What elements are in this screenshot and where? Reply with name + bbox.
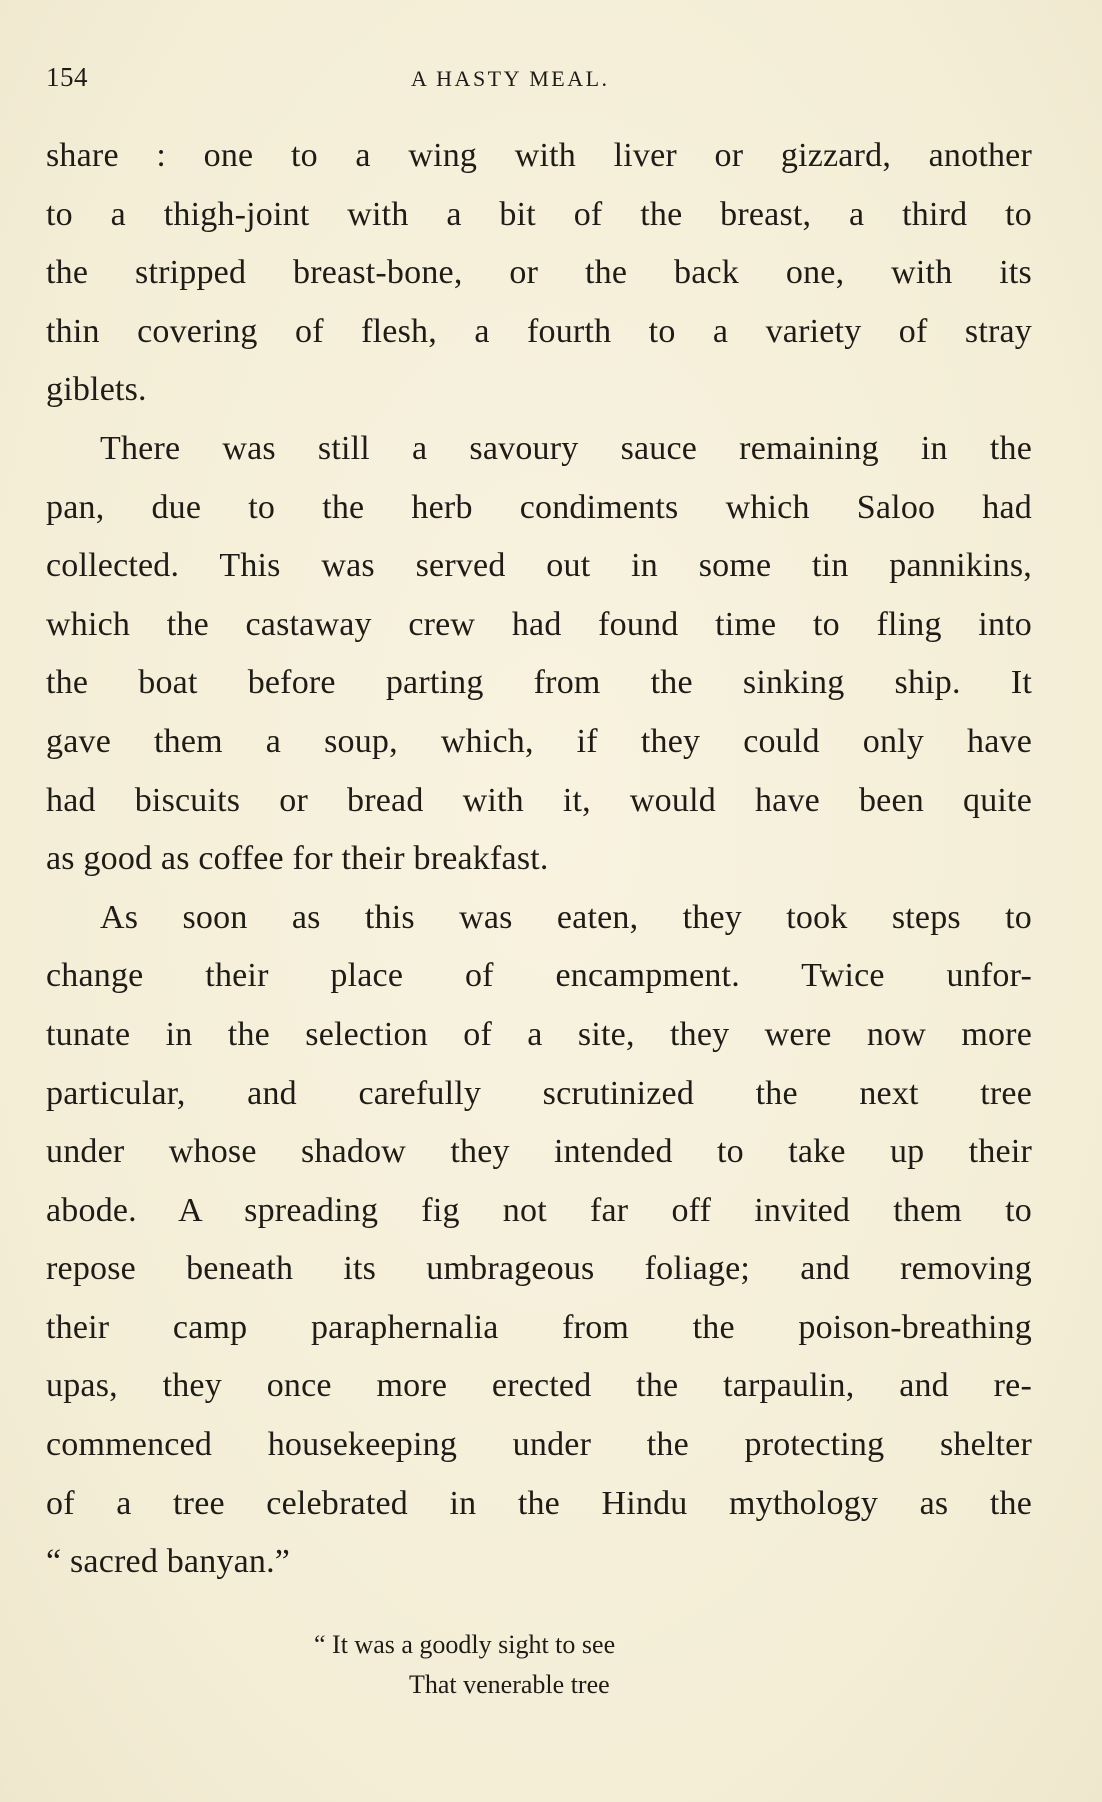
text-line: abode. A spreading fig not far off invited them to [46, 1191, 1032, 1229]
verse-line: “ It was a goodly sight to see [314, 1630, 616, 1659]
text-line: pan, due to the herb condiments which Saloo had [46, 488, 1032, 526]
chapter-running-title: A HASTY MEAL. [411, 66, 610, 91]
text-line: their camp paraphernalia from the poison-breathing [46, 1308, 1032, 1346]
text-line: repose beneath its umbrageous foliage; and removing [46, 1250, 1032, 1288]
text-line: collected. This was served out in some tin pannikins, [46, 547, 1032, 585]
page-number: 154 [46, 62, 88, 92]
running-head [46, 62, 1036, 102]
text-line: thin covering of flesh, a fourth to a variety of stray [46, 312, 1032, 350]
text-line: the boat before parting from the sinking ship. It [46, 664, 1032, 702]
text-line: as good as coffee for their breakfast. [46, 840, 549, 878]
text-line: giblets. [46, 371, 147, 409]
text-line: had biscuits or bread with it, would have been quite [46, 781, 1032, 819]
text-line: change their place of encampment. Twice unfor- [46, 957, 1032, 995]
text-line: to a thigh-joint with a bit of the breast, a third to [46, 195, 1032, 233]
text-line: tunate in the selection of a site, they were now more [46, 1015, 1032, 1053]
verse-quote [0, 1625, 1102, 1705]
text-line: under whose shadow they intended to take up their [46, 1133, 1032, 1171]
text-line: share : one to a wing with liver or gizzard, another [46, 137, 1032, 174]
paragraph-start: There was still a savoury sauce remaining in the [100, 429, 1032, 467]
paragraph-start: As soon as this was eaten, they took steps to [100, 898, 1032, 936]
text-line: “ sacred banyan.” [46, 1543, 291, 1581]
text-line: of a tree celebrated in the Hindu mythology as the [46, 1484, 1032, 1522]
text-line: gave them a soup, which, if they could only have [46, 722, 1032, 760]
text-line: which the castaway crew had found time to fling into [46, 605, 1032, 643]
text-line: upas, they once more erected the tarpaulin, and re- [46, 1367, 1032, 1405]
text-line: particular, and carefully scrutinized the next tree [46, 1074, 1032, 1112]
text-line: the stripped breast-bone, or the back one, with its [46, 254, 1032, 292]
body-text [46, 127, 1032, 1592]
verse-line: That venerable tree [409, 1670, 610, 1699]
text-line: commenced housekeeping under the protecting shelter [46, 1426, 1032, 1464]
